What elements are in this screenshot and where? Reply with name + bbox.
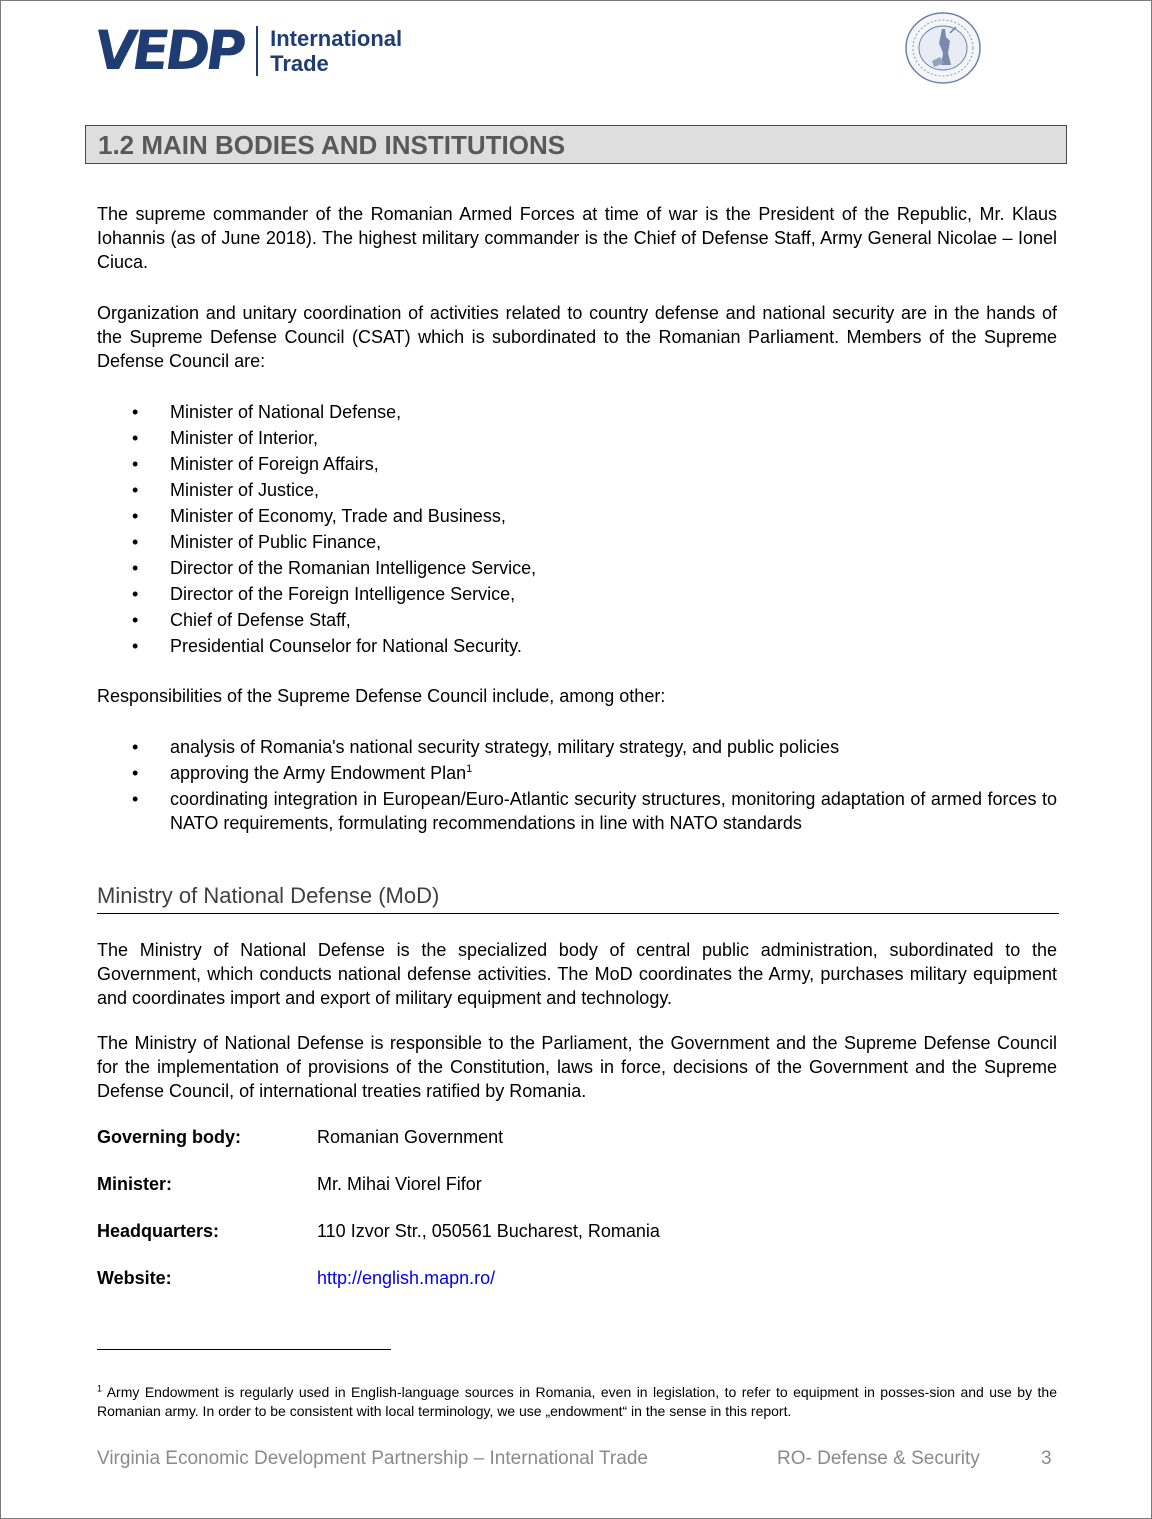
section-heading bbox=[85, 125, 1067, 164]
detail-value bbox=[317, 1266, 495, 1290]
list-item bbox=[97, 503, 1057, 529]
intro-paragraph-2 bbox=[97, 301, 1057, 373]
detail-label: Governing body: bbox=[97, 1127, 241, 1147]
bullet-glyph: • bbox=[132, 610, 139, 630]
list-item bbox=[97, 787, 1057, 835]
responsibilities-intro bbox=[97, 684, 1057, 708]
footnote-text: Army Endowment is regularly used in English-language sources in Romania, even in legislation, to refer to equipment in posses-sion and use by the Romanian army. In order to be consistent with local terminology, we use „endowment“ in the sense in this report. bbox=[97, 1384, 1057, 1419]
council-members-list bbox=[97, 399, 1057, 659]
list-item-text: coordinating integration in European/Euro-Atlantic security structures, monitoring adaptation of armed forces to NATO requirements, formulating recommendations in line with NATO standards bbox=[170, 789, 1057, 833]
detail-value: Romanian Government bbox=[317, 1127, 504, 1147]
logo-wordmark: VEDP bbox=[93, 19, 244, 82]
intro-paragraph-1 bbox=[97, 202, 1057, 274]
list-item-text: Minister of Economy, Trade and Business, bbox=[170, 506, 506, 526]
section-title: 1.2 MAIN BODIES AND INSTITUTIONS bbox=[98, 130, 566, 160]
detail-value: Mr. Mihai Viorel Fifor bbox=[317, 1174, 482, 1194]
paragraph-text: The supreme commander of the Romanian Armed Forces at time of war is the President of the Republic, Mr. Klaus Iohannis (as of June 2018). The highest military commander is the Chief of Defense Staff, Army General Nicolae – Ionel Ciuca. bbox=[97, 204, 1057, 272]
list-item-text: Minister of Public Finance, bbox=[170, 532, 382, 552]
list-item-text: Minister of Justice, bbox=[170, 480, 320, 500]
logo-subtitle-line-2: Trade bbox=[270, 51, 329, 76]
paragraph-text: The Ministry of National Defense is the specialized body of central public administration, subordinated to the Government, which conducts national defense activities. The MoD coordinates the Army, purchases military equipment and coordinates import and export of military equipment and technology. bbox=[97, 940, 1057, 1008]
logo-subtitle-line-1: International bbox=[270, 26, 403, 51]
list-item bbox=[97, 761, 1057, 785]
bullet-glyph: • bbox=[132, 428, 139, 448]
list-item-text: Chief of Defense Staff, bbox=[170, 610, 351, 630]
list-item bbox=[97, 451, 1057, 477]
list-item bbox=[97, 633, 1057, 659]
list-item-text: Minister of National Defense, bbox=[170, 402, 402, 422]
paragraph-text: Organization and unitary coordination of activities related to country defense and national security are in the hands of the Supreme Defense Council (CSAT) which is subordinated to the Romanian Parliament. Members of the Supreme Defense Council are: bbox=[97, 303, 1057, 371]
list-item bbox=[97, 425, 1057, 451]
list-item-text: Minister of Foreign Affairs, bbox=[170, 454, 379, 474]
logo-divider bbox=[256, 26, 258, 76]
bullet-glyph: • bbox=[132, 789, 139, 809]
mod-heading: Ministry of National Defense (MoD) bbox=[97, 881, 1059, 914]
list-item bbox=[97, 735, 1057, 759]
bullet-glyph: • bbox=[132, 402, 139, 422]
list-item bbox=[97, 581, 1057, 607]
bullet-glyph: • bbox=[132, 480, 139, 500]
bullet-glyph: • bbox=[132, 558, 139, 578]
mod-paragraph-1 bbox=[97, 938, 1057, 1010]
footnote-reference[interactable]: 1 bbox=[466, 763, 473, 775]
paragraph-text: Responsibilities of the Supreme Defense Council include, among other: bbox=[97, 686, 666, 706]
vedp-logo bbox=[93, 19, 403, 82]
responsibilities-list bbox=[97, 735, 1057, 835]
bullet-glyph: • bbox=[132, 506, 139, 526]
footer-left: Virginia Economic Development Partnership – International Trade bbox=[97, 1448, 648, 1469]
list-item bbox=[97, 529, 1057, 555]
virginia-state-seal-icon bbox=[904, 11, 982, 85]
list-item-text: Director of the Foreign Intelligence Service, bbox=[170, 584, 516, 604]
list-item bbox=[97, 477, 1057, 503]
page-number: 3 bbox=[1041, 1448, 1052, 1469]
detail-label: Headquarters: bbox=[97, 1221, 220, 1241]
detail-value: 110 Izvor Str., 050561 Bucharest, Romania bbox=[317, 1221, 660, 1241]
paragraph-text: The Ministry of National Defense is responsible to the Parliament, the Government and the Supreme Defense Council for the implementation of provisions of the Constitution, laws in force, decisions of the Government and the Supreme Defense Council, of international treaties ratified by Romania. bbox=[97, 1033, 1057, 1101]
bullet-glyph: • bbox=[132, 763, 139, 783]
footer-section: RO- Defense & Security bbox=[777, 1448, 980, 1469]
detail-label: Website: bbox=[97, 1268, 172, 1288]
website-link[interactable]: http://english.mapn.ro/ bbox=[317, 1268, 496, 1288]
list-item-text: Director of the Romanian Intelligence Service, bbox=[170, 558, 537, 578]
footnote bbox=[97, 1383, 1057, 1421]
bullet-glyph: • bbox=[132, 584, 139, 604]
list-item bbox=[97, 399, 1057, 425]
footnote-number: 1 bbox=[97, 1383, 103, 1394]
bullet-glyph: • bbox=[132, 636, 139, 656]
list-item bbox=[97, 607, 1057, 633]
list-item-text: Minister of Interior, bbox=[170, 428, 319, 448]
list-item bbox=[97, 555, 1057, 581]
list-item-text: Presidential Counselor for National Security. bbox=[170, 636, 522, 656]
bullet-glyph: • bbox=[132, 532, 139, 552]
detail-label: Minister: bbox=[97, 1174, 173, 1194]
footnote-separator bbox=[97, 1349, 391, 1350]
list-item-text: analysis of Romania's national security strategy, military strategy, and public policies bbox=[170, 737, 840, 757]
list-item-text: approving the Army Endowment Plan bbox=[170, 763, 467, 783]
mod-paragraph-2 bbox=[97, 1031, 1057, 1103]
bullet-glyph: • bbox=[132, 737, 139, 757]
logo-subtitle bbox=[270, 26, 402, 76]
bullet-glyph: • bbox=[132, 454, 139, 474]
